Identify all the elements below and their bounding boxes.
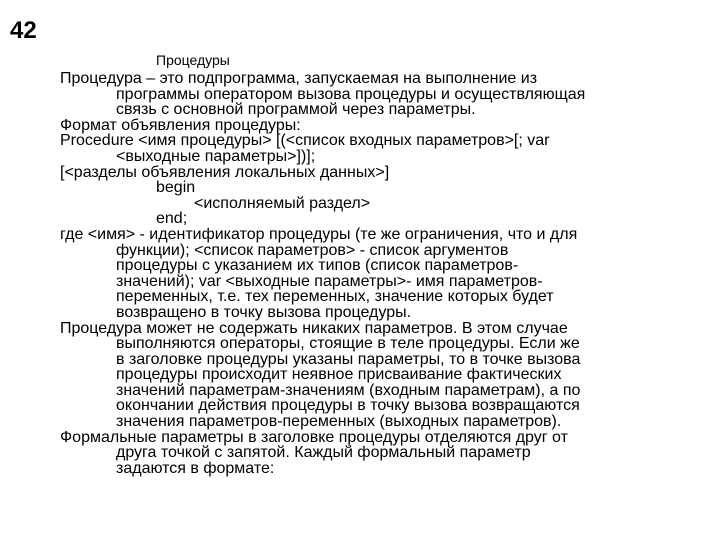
slide-number: 42: [10, 17, 37, 44]
text-line: значений); var <выходные параметры>- имя параметров-: [116, 272, 543, 290]
code-keyword-begin: begin: [156, 179, 196, 197]
text-line: значения параметров-переменных (выходных параметров).: [116, 413, 562, 431]
slide-body: [60, 71, 710, 476]
text-line: Procedure <имя процедуры> [(<список входных параметров>[; var: [60, 132, 550, 150]
text-line: процедуры с указанием их типов (список параметров-: [116, 257, 519, 275]
text-line: связь с основной программой через параметры.: [116, 101, 476, 119]
text-line: процедуры происходит неявное присваивание фактических: [116, 366, 562, 384]
text-line: переменных, т.е. тех переменных, значение которых будет: [116, 288, 554, 306]
text-line: возвращено в точку вызова процедуры.: [116, 303, 412, 321]
text-line: <выходные параметры>])];: [116, 147, 316, 165]
text-line: где <имя> - идентификатор процедуры (те же ограничения, что и для: [60, 225, 578, 243]
code-keyword-end: end;: [156, 210, 188, 228]
text-line: [<разделы объявления локальных данных>]: [60, 163, 390, 181]
slide-title: Процедуры: [156, 52, 230, 68]
text-line: значений параметрам-значениям (входным параметрам), а по: [116, 381, 581, 399]
text-line: окончании действия процедуры в точку вызова возвращаются: [116, 397, 580, 415]
text-line: выполняются операторы, стоящие в теле процедуры. Если же: [116, 335, 580, 353]
text-line: Процедура – это подпрограмма, запускаемая на выполнение из: [60, 70, 538, 87]
text-line: в заголовке процедуры указаны параметры, то в точке вызова: [116, 350, 581, 368]
text-line: Формальные параметры в заголовке процедуры отделяются друг от: [60, 428, 568, 446]
text-line: программы оператором вызова процедуры и осуществляющая: [116, 85, 586, 103]
text-line: Формат объявления процедуры:: [60, 116, 301, 134]
text-line: задаются в формате:: [116, 459, 275, 477]
text-line: друга точкой с запятой. Каждый формальный параметр: [116, 444, 531, 462]
text-line: <исполняемый раздел>: [194, 194, 371, 212]
text-line: функции); <список параметров> - список аргументов: [116, 241, 509, 259]
text-line: Процедура может не содержать никаких параметров. В этом случае: [60, 319, 568, 337]
